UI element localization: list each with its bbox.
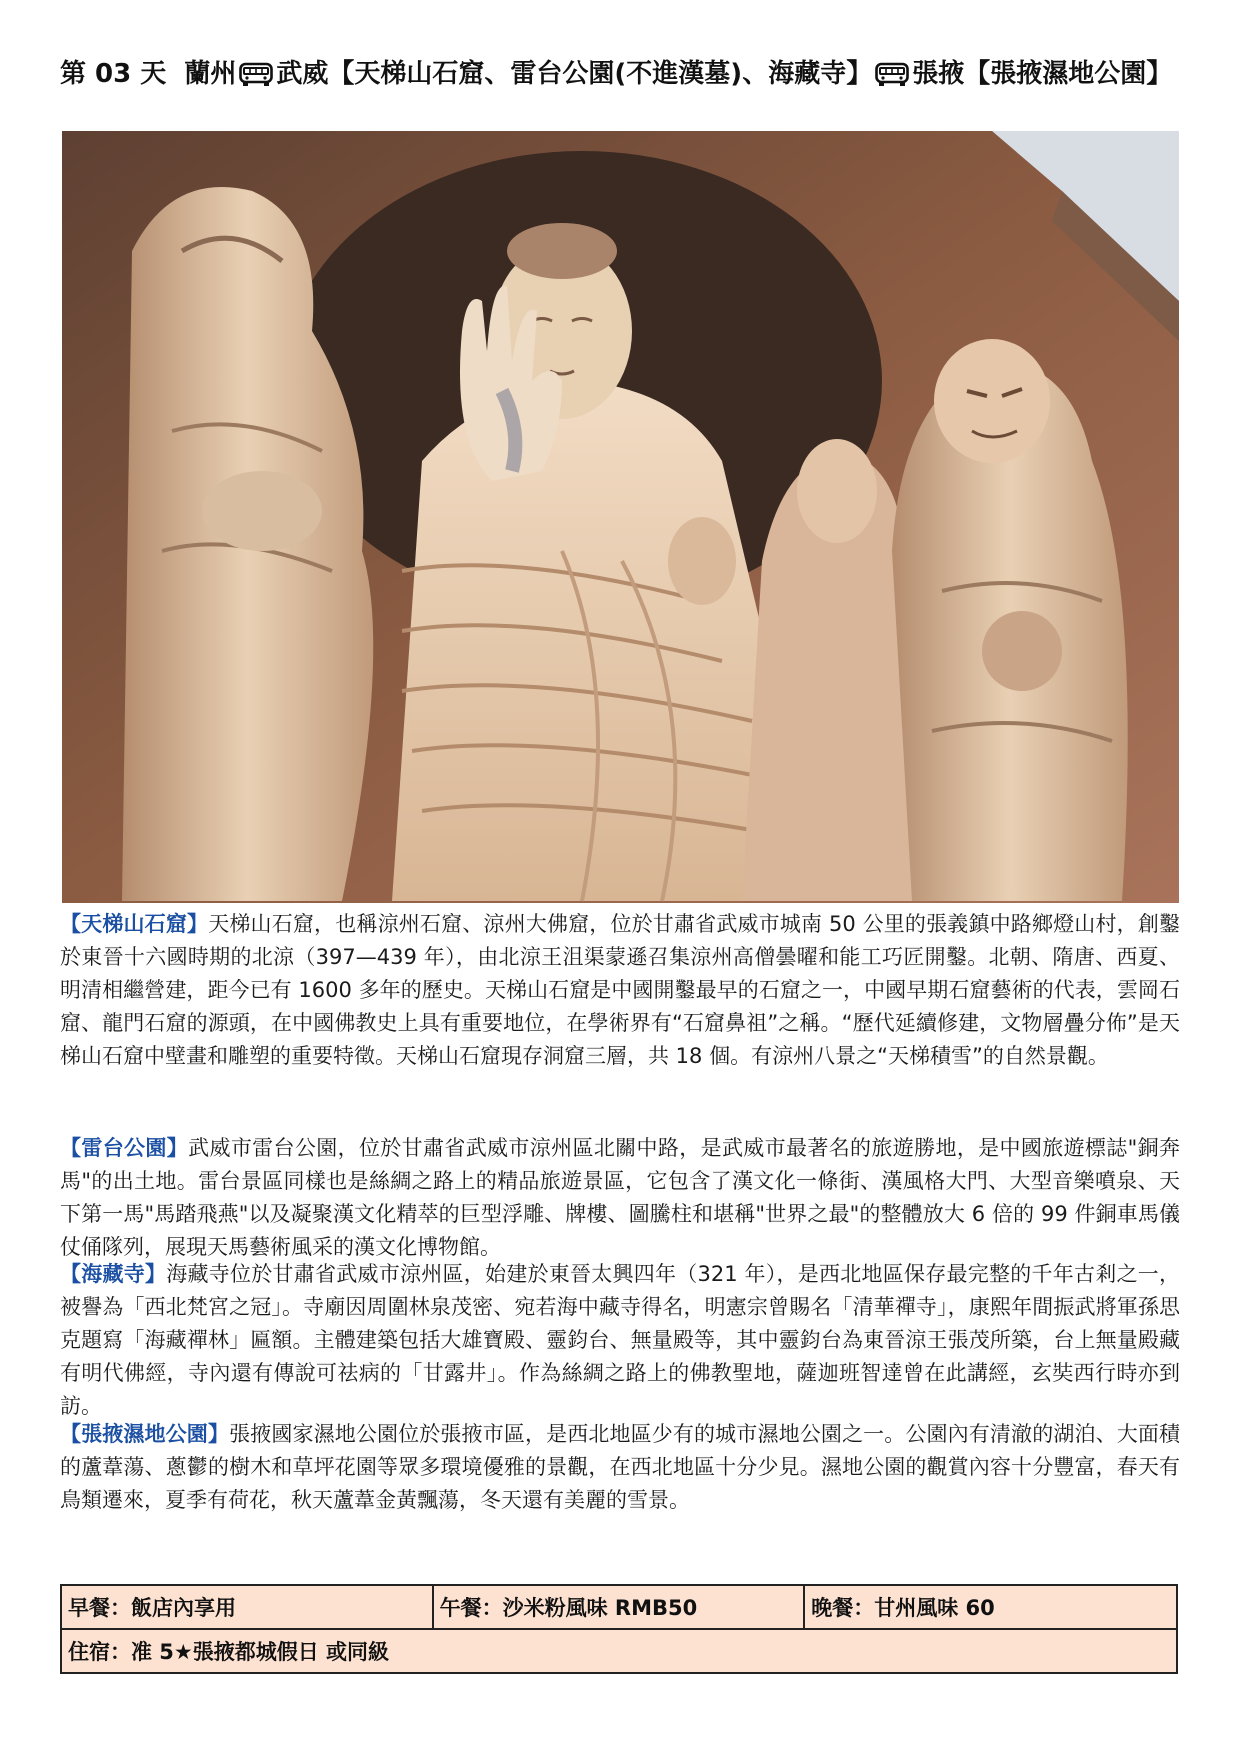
section-tiantishan <box>60 908 1180 1073</box>
lodging-row <box>61 1629 1177 1673</box>
section-zhangye-wetland <box>60 1418 1180 1517</box>
section-body: 海藏寺位於甘肅省武威市涼州區，始建於東晉太興四年（321 年），是西北地區保存最完整的千年古剎之一，被譽為「西北梵宮之冠」。寺廟因周圍林泉茂密、宛若海中藏寺得名，明憲宗曾賜名「清華禪寺」，康熙年間振武將軍孫思克題寫「海藏禪林」匾額。主體建築包括大雄寶殿、靈鈞台、無量殿等，其中靈鈞台為東晉涼王張茂所築，台上無量殿藏有明代佛經，寺內還有傳說可祛病的「甘露井」。作為絲綢之路上的佛教聖地，薩迦班智達曾在此講經，玄奘西行時亦到訪。 <box>60 1262 1180 1418</box>
day-title <box>60 56 1180 98</box>
bus-icon <box>875 62 909 98</box>
breakfast-cell: 早餐：飯店內享用 <box>61 1585 433 1629</box>
section-leitai-park <box>60 1132 1180 1264</box>
section-title: 【雷台公園】 <box>60 1136 189 1160</box>
section-body: 張掖國家濕地公園位於張掖市區，是西北地區少有的城市濕地公園之一。公園內有清澈的湖泊、大面積的蘆葦蕩、蔥鬱的樹木和草坪花園等眾多環境優雅的景觀，在西北地區十分少見。濕地公園的觀賞內容十分豐富，春天有鳥類遷來，夏季有荷花，秋天蘆葦金黃飄蕩，冬天還有美麗的雪景。 <box>60 1422 1180 1512</box>
day-label: 第 03 天 <box>60 59 167 89</box>
section-title: 【天梯山石窟】 <box>60 912 209 936</box>
dinner-cell: 晚餐：甘州風味 60 <box>804 1585 1177 1629</box>
section-title: 【張掖濕地公園】 <box>60 1422 230 1446</box>
lunch-cell: 午餐：沙米粉風味 RMB50 <box>433 1585 805 1629</box>
bus-icon <box>239 62 273 98</box>
route-stop-zhangye: 張掖【張掖濕地公園】 <box>912 59 1173 89</box>
section-body: 武威市雷台公園，位於甘肅省武威市涼州區北關中路，是武威市最著名的旅遊勝地，是中國旅遊標誌"銅奔馬"的出土地。雷台景區同樣也是絲綢之路上的精品旅遊景區，它包含了漢文化一條街、漢風格大門、大型音樂噴泉、天下第一馬"馬踏飛燕"以及凝聚漢文化精萃的巨型浮雕、牌樓、圖騰柱和堪稱"世界之最"的整體放大 6 倍的 99 件銅車馬儀仗俑隊列，展現天馬藝術風采的漢文化博物館。 <box>60 1136 1181 1259</box>
grotto-photo <box>62 131 1179 903</box>
lodging-cell: 住宿：准 5★張掖都城假日 或同級 <box>61 1629 1177 1673</box>
route-origin: 蘭州 <box>184 59 237 89</box>
section-haizang-temple <box>60 1258 1180 1423</box>
route-stop-wuwei: 武威【天梯山石窟、雷台公園(不進漢墓)、海藏寺】 <box>276 59 873 89</box>
meals-table <box>60 1584 1178 1674</box>
section-body: 天梯山石窟，也稱涼州石窟、涼州大佛窟，位於甘肅省武威市城南 50 公里的張義鎮中路鄉燈山村，創鑿於東晉十六國時期的北涼（397—439 年），由北涼王沮渠蒙遜召集涼州高僧曇曜和能工巧匠開鑿。北朝、隋唐、西夏、明清相繼營建，距今已有 1600 多年的歷史。天梯山石窟是中國開鑿最早的石窟之一，中國早期石窟藝術的代表，雲岡石窟、龍門石窟的源頭，在中國佛教史上具有重要地位，在學術界有“石窟鼻祖”之稱。“歷代延續修建，文物層疊分佈”是天梯山石窟中壁畫和雕塑的重要特徵。天梯山石窟現存洞窟三層，共 18 個。有涼州八景之“天梯積雪”的自然景觀。 <box>60 912 1180 1068</box>
meals-row <box>61 1585 1177 1629</box>
section-title: 【海藏寺】 <box>60 1262 167 1286</box>
